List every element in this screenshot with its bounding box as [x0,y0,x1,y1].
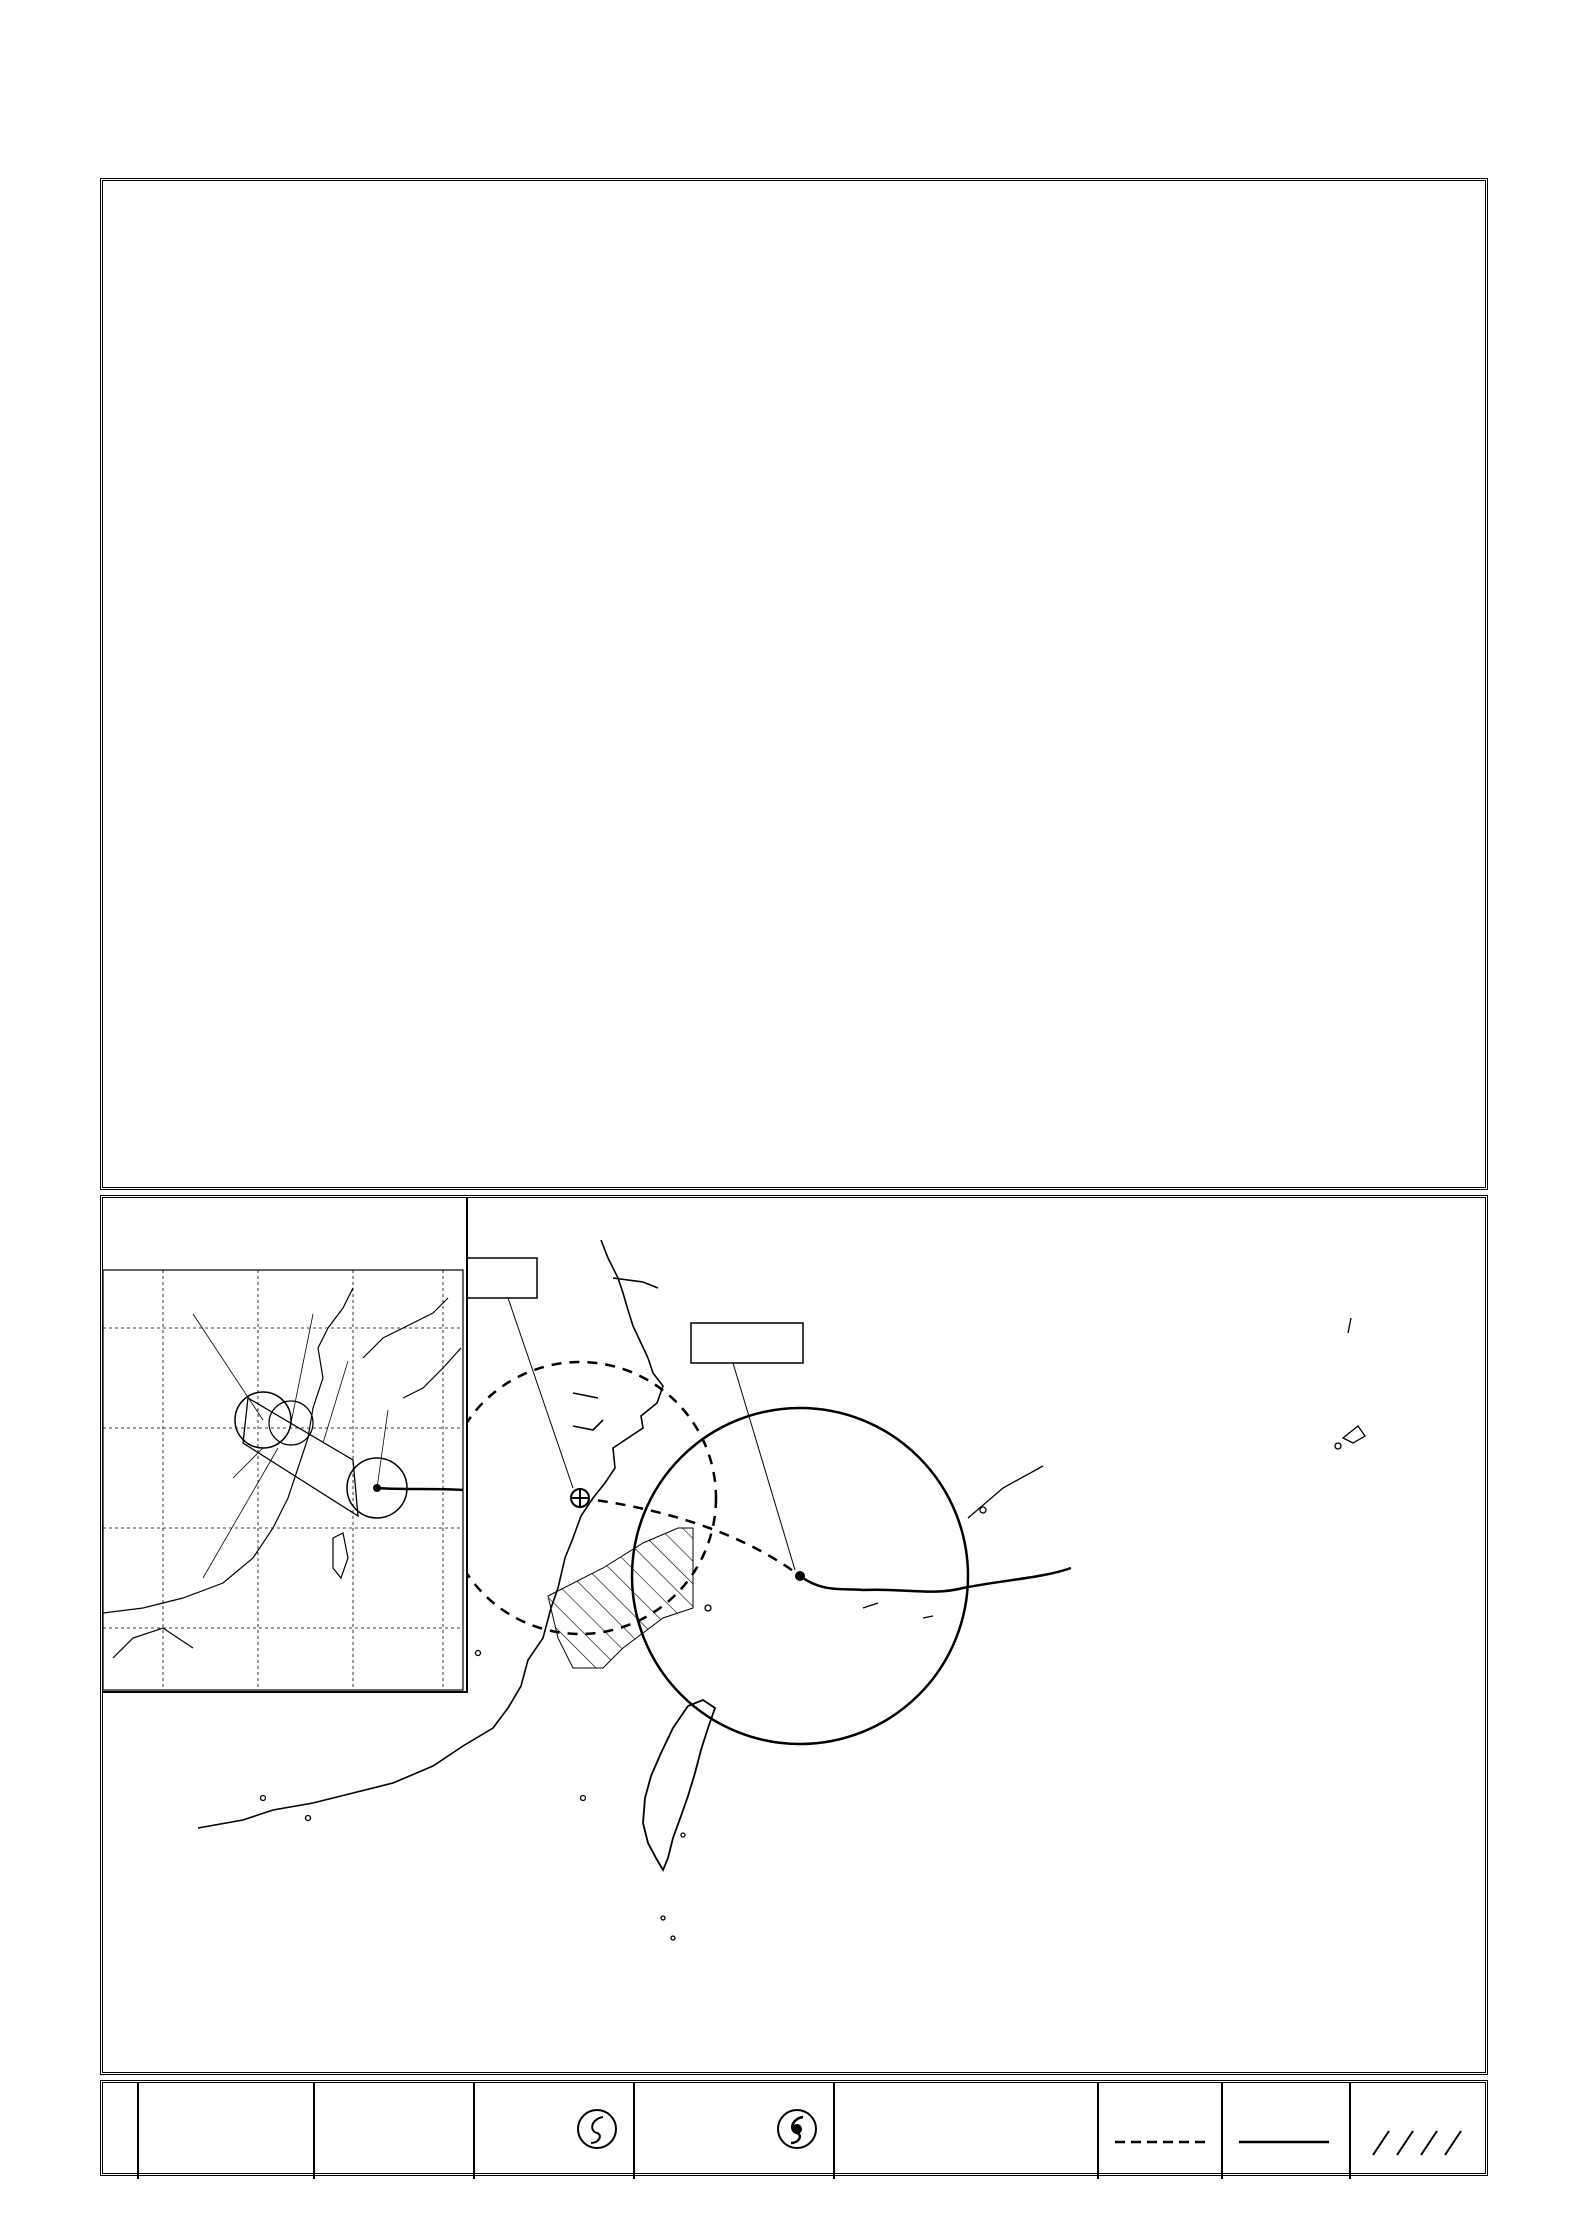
current-center-icon [795,1571,805,1581]
legend-forecast [835,2083,1099,2179]
legend-forecast-path [1099,2083,1223,2179]
legend-label [103,2083,139,2179]
legend-current [139,2083,315,2179]
typhoon-track-map [103,1198,1485,2072]
forecast-center-icon [571,1489,589,1507]
strong-typhoon-icon [775,2105,819,2153]
warning-text-box [100,178,1488,1190]
legend-past-path [1223,2083,1351,2179]
legend-light [475,2083,635,2179]
dashed-line-icon [1115,2139,1205,2145]
taiwan-island [643,1700,715,1870]
track-map-box [100,1195,1488,2075]
callout-8d23 [691,1323,803,1570]
legend-tropical [315,2083,475,2179]
light-typhoon-icon [575,2105,619,2153]
inset-map [103,1198,467,1692]
solid-line-icon [1239,2139,1329,2145]
inset-past-track [377,1488,463,1490]
legend-medium [635,2083,835,2179]
hatch-icon [1369,2129,1465,2157]
legend-warning-area [1351,2083,1485,2179]
past-track [800,1568,1071,1592]
legend-box [100,2080,1488,2176]
